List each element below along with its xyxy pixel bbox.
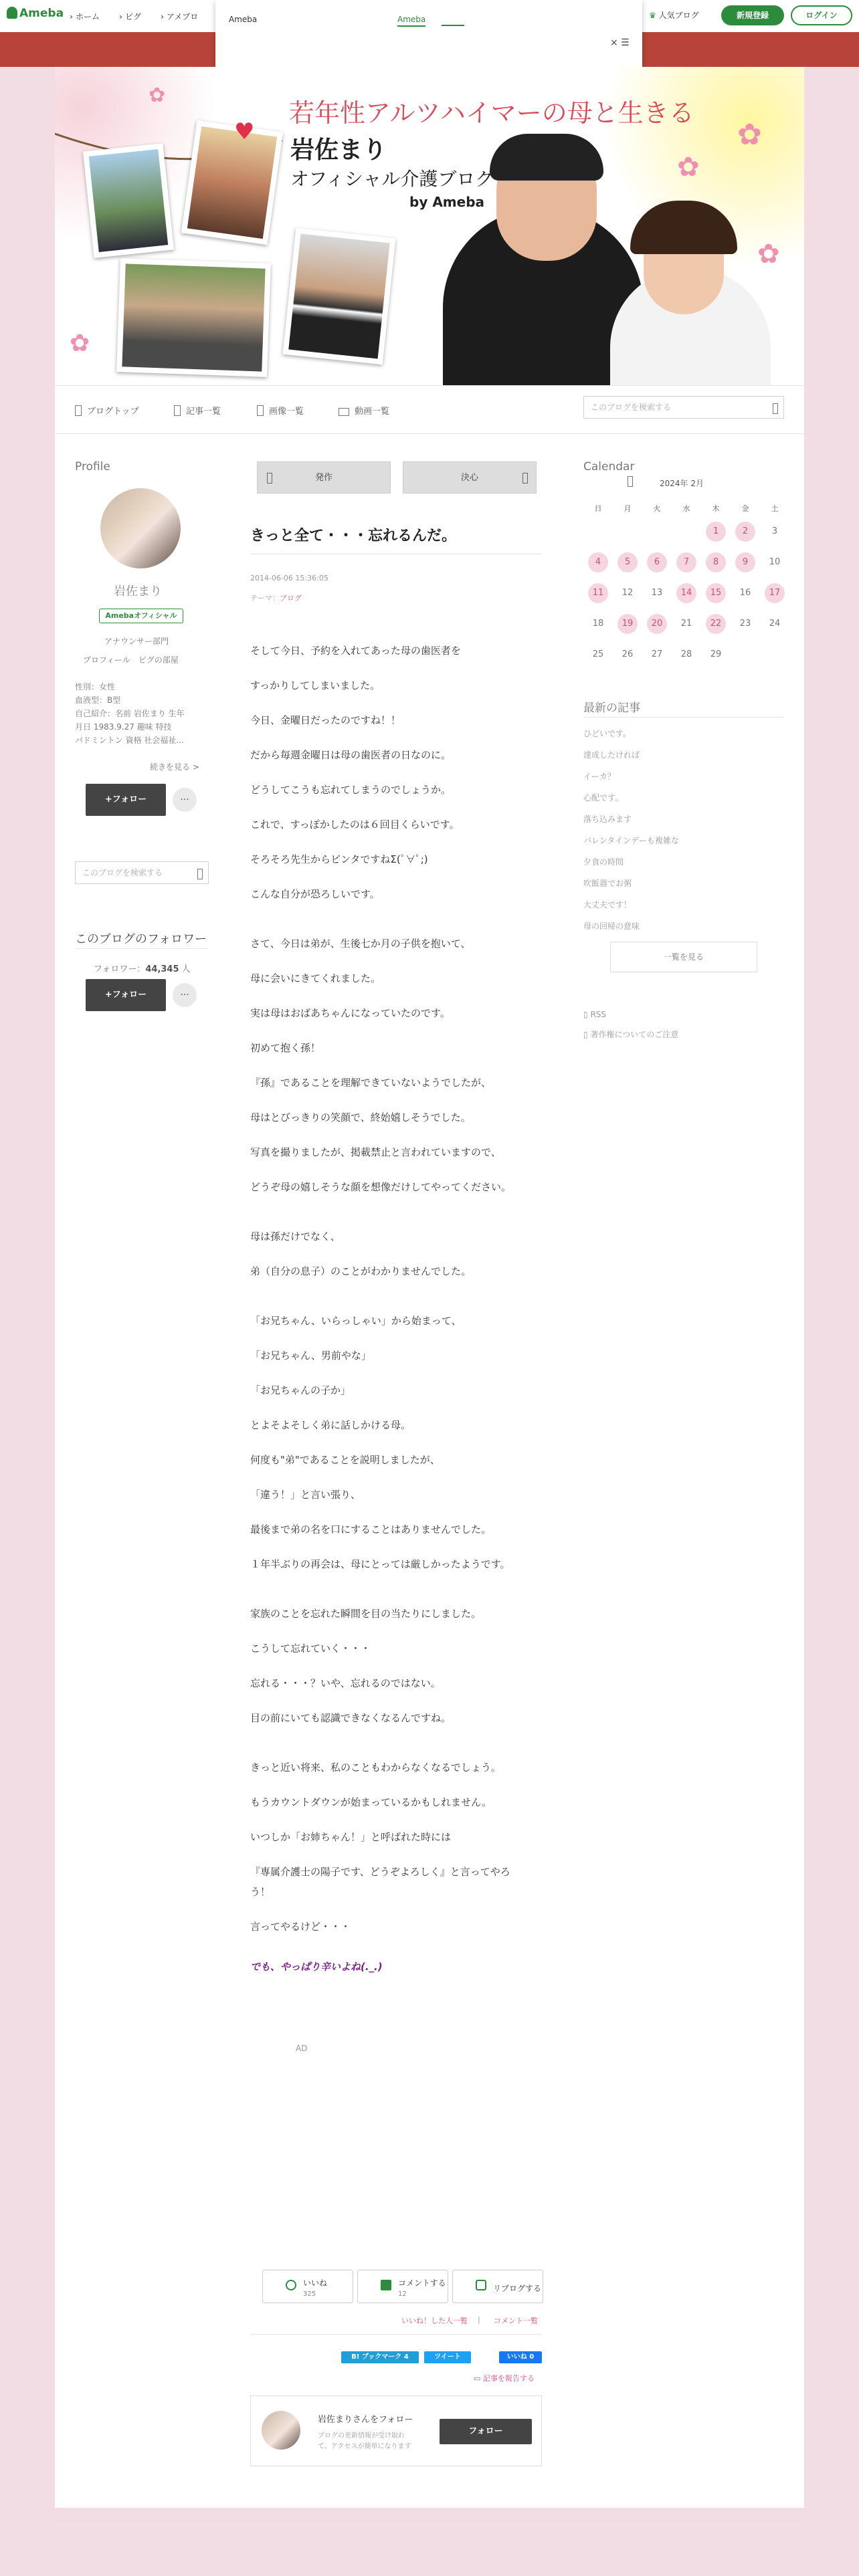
facebook-like-button[interactable]: いいね 0 [499,2351,542,2363]
liked-list-link[interactable]: いいね！した人一覧 [401,2317,468,2325]
article-paragraph: 『専属介護士の陽子です、どうぞよろしく』と言ってやろ [250,1866,510,1878]
flower-icon: ✿ [757,239,780,270]
article-paragraph: きっと近い将来、私のこともわからなくなるでしょう。 [250,1761,501,1774]
reblog-button[interactable] [452,2270,543,2303]
ameba-logo[interactable] [7,7,64,20]
report-label: 記事を報告する [482,2374,535,2383]
recent-heading: 最新の記事 [583,702,640,715]
recent-entry-link[interactable]: 達成したければ [583,750,640,760]
article-paragraph: こうして忘れていく・・・ [250,1642,371,1654]
tweet-button[interactable]: ツイート [424,2351,471,2363]
subnav-video-list[interactable] [339,404,389,417]
article-paragraph: 目の前にいても認識できなくなるんですね。 [250,1712,452,1724]
calendar-day: 12 [622,588,634,598]
follow-button-followers[interactable]: +フォロー [86,979,166,1011]
profile-line: 性別：女性 [75,682,116,691]
theme-label: テーマ： [250,594,280,603]
hatena-bookmark-button[interactable]: B! ブックマーク 4 [341,2351,419,2363]
calendar-day-header: 土 [771,504,779,513]
like-button[interactable] [262,2270,353,2303]
subnav-entry-list[interactable] [174,404,221,417]
article-paragraph: 「お兄ちゃん、いらっしゃい」から始まって、 [250,1315,462,1327]
follow-box-desc: て、アクセスが簡単になります [318,2443,411,2450]
profile-name[interactable]: 岩佐まり [114,584,162,599]
article-paragraph: どうしてこうも忘れてしまうのでしょうか。 [250,784,452,796]
follower-count-unit: 人 [181,964,191,974]
calendar-day[interactable]: 11 [588,583,608,603]
article-paragraph: 母はとびっきりの笑顔で、終始嬉しそうでした。 [250,1111,471,1123]
header-name: 岩佐まり [290,136,387,164]
link-separator: | [478,2315,480,2324]
calendar-day[interactable]: 6 [647,552,667,572]
logo-text: Ameba [19,7,64,20]
article-title[interactable]: きっと全て・・・忘れるんだ。 [250,528,457,544]
follow-box [250,2395,542,2466]
footer-divider [55,2521,804,2522]
rss-icon: ▯ [583,1010,588,1019]
follower-count-label: フォロワー： [94,964,146,974]
recent-more-button[interactable]: 一覧を見る [610,942,757,972]
header-photo-1 [83,143,174,258]
article-paragraph: どうぞ母の嬉しそうな顔を想像だけしてやってください。 [250,1181,512,1193]
follower-count-value: 44,345 [145,964,179,974]
image-icon [257,405,264,416]
info-icon: ▯ [583,1030,588,1039]
calendar-day[interactable]: 17 [765,583,785,603]
article-paragraph: こんな自分が恐ろしいです。 [250,888,380,900]
calendar-day[interactable]: 20 [647,614,667,634]
article-paragraph: １年半ぶりの再会は、母にとっては厳しかったようです。 [250,1558,510,1570]
follow-box-title: 岩佐まりさんをフォロー [318,2415,413,2425]
calendar-day[interactable]: 1 [706,522,726,542]
comment-icon [381,2280,391,2290]
official-badge: Amebaオフィシャル [99,609,183,623]
article-paragraph: 初めて抱く孫！ [250,1042,321,1054]
profile-more-link[interactable]: 続きを見る > [150,762,199,772]
rss-label: RSS [590,1010,607,1019]
article-paragraph: 最後まで弟の名を口にすることはありませんでした。 [250,1523,492,1535]
popular-blog-label: 人気ブログ [658,11,699,20]
calendar-day[interactable]: 7 [676,552,696,572]
header-subtitle: オフィシャル介護ブログ [290,168,494,190]
calendar-day: 21 [680,619,692,629]
header-photo-2 [181,120,283,245]
calendar-day[interactable]: 22 [706,614,726,634]
ameba-logo-icon [7,7,17,19]
article-paragraph: 『孫』であることを理解できていないようでしたが、 [250,1077,492,1089]
portrait-mother-hair [490,134,603,181]
more-menu-icon[interactable]: ··· [173,788,197,812]
like-count: 325 [303,2290,316,2298]
article-paragraph: 写真を撮りましたが、掲載禁止と言われていますので、 [250,1146,501,1158]
profile-category[interactable]: アナウンサー部門 [104,637,169,646]
divider [75,948,209,949]
recent-entry-link[interactable]: 大丈夫です！ [583,900,632,909]
nav-pigg[interactable]: › ピグ [119,11,141,22]
profile-line: 血液型：B型 [75,695,121,705]
calendar-day: 13 [651,588,663,598]
recent-entry-link[interactable]: ひどいです。 [583,729,632,738]
profile-avatar[interactable] [100,488,181,568]
theme-link[interactable]: ブログ [280,594,302,603]
popup-tab[interactable]: Ameba [397,15,425,27]
article-paragraph: 忘れる・・・？いや、忘れるのではない。 [250,1677,441,1689]
article-paragraph: そろそろ先生からピンタですねΣ(ﾟ∀ﾟ;) [250,853,428,865]
article-paragraph: う！ [250,1886,271,1898]
follow-box-desc: ブログの更新情報が受け取れ [318,2432,405,2440]
popup-brand: Ameba [229,15,258,24]
popular-blog-link[interactable] [649,9,699,21]
article-paragraph: これで、すっぽかしたのは６回目くらいです。 [250,819,460,831]
article-paragraph: 今日、金曜日だったのですね！！ [250,714,401,726]
follow-box-button[interactable]: フォロー [440,2419,532,2444]
comment-label: コメントする [398,2278,446,2288]
search-icon[interactable] [197,869,203,879]
divider [250,2334,542,2335]
comment-button[interactable] [357,2270,448,2303]
calendar-day-header: 日 [594,504,602,513]
list-icon [174,405,181,416]
header-photo-3 [116,258,271,377]
register-button[interactable]: 新規登録 [721,5,784,25]
prev-entry-label: 発作 [314,473,332,483]
profile-line: バドミントン 資格 社会福祉... [75,736,184,745]
copyright-link[interactable] [583,1029,678,1040]
chevron-right-icon [522,473,528,484]
crown-icon: ♛ [649,11,656,20]
calendar-day-header: 金 [741,504,749,513]
flower-icon: ✿ [677,152,700,183]
recent-entry-link[interactable]: 母の回帰の意味 [583,922,640,931]
article-paragraph: だから毎週金曜日は母の歯医者の日なのに。 [250,749,452,761]
article-paragraph: とよそよそしく弟に話しかける母。 [250,1419,411,1431]
article-paragraph: 実は母はおばあちゃんになっていたのです。 [250,1007,450,1019]
article-paragraph: 何度も"弟"であることを説明しましたが、 [250,1454,440,1466]
article-paragraph: 「お兄ちゃん、男前やな」 [250,1350,371,1362]
article-paragraph: すっかりしてしまいました。 [250,679,381,691]
follow-button-profile[interactable]: +フォロー [86,784,166,816]
recent-entry-link[interactable]: 心配です。 [583,793,624,802]
article-paragraph: 母は孫だけでなく、 [250,1230,341,1243]
like-label: いいね [303,2278,328,2288]
popup-tab-underline [442,25,464,26]
subnav-label: 画像一覧 [269,407,304,417]
calendar-day[interactable]: 9 [735,552,755,572]
calendar-day[interactable]: 8 [706,552,726,572]
profile-heading: Profile [75,460,110,473]
more-menu-icon[interactable]: ··· [173,983,197,1007]
blog-header-image[interactable] [55,67,804,385]
profile-line: 月日 1983.9.27 趣味 特技 [75,722,172,732]
next-entry-label: 決心 [460,473,478,483]
calendar-day: 3 [771,526,778,536]
subnav-label: 動画一覧 [355,407,390,417]
calendar-day-header: 月 [624,504,632,513]
article-paragraph: 言ってやるけど・・・ [250,1921,351,1933]
calendar-day[interactable]: 15 [706,583,726,603]
flower-icon: ✿ [737,118,762,152]
flower-icon: ✿ [149,84,166,107]
calendar-day: 29 [710,649,722,659]
article-paragraph: さて、今日は弟が、生後七か月の子供を抱いて、 [250,938,471,950]
recent-entry-link[interactable]: イーカ？ [583,772,615,781]
home-icon [75,405,82,416]
calendar-day[interactable]: 19 [617,614,638,634]
profile-line: 自己紹介：名前 岩佐まり 生年 [75,709,185,718]
chevron-left-icon[interactable] [628,476,633,487]
recent-entry-link[interactable]: 落ち込みます [583,815,632,824]
search-placeholder: このブログを検索する [591,403,672,412]
calendar-heading: Calendar [583,460,635,473]
calendar-day[interactable]: 4 [588,552,608,572]
blog-search-input-top[interactable] [583,396,784,419]
article-paragraph: 「お兄ちゃんの子か」 [250,1384,351,1396]
subnav-label: 記事一覧 [186,407,221,417]
copyright-label: 著作権についてのご注意 [590,1030,679,1039]
reblog-label: リブログする [493,2284,542,2293]
calendar-day: 10 [769,557,781,567]
search-icon[interactable] [773,403,778,414]
calendar-day: 27 [651,649,663,659]
calendar-day: 24 [769,619,781,629]
next-entry-button[interactable] [403,461,537,494]
followers-heading: このブログのフォロワー [75,932,207,946]
recent-entry-link[interactable]: 吹飯器でお粥 [583,879,632,888]
video-icon [339,408,349,416]
nav-home[interactable]: › ホーム [70,11,100,22]
follower-count [94,962,191,974]
comment-count: 12 [398,2290,407,2298]
subnav-label: ブログトップ [87,407,139,417]
flower-icon: ✿ [70,330,90,357]
calendar-day: 28 [680,649,692,659]
divider [583,717,784,718]
divider [55,433,804,434]
subnav-image-list[interactable] [257,404,304,417]
calendar-day-header: 木 [712,504,720,513]
calendar-month: 2024年 2月 [660,479,704,488]
article-paragraph: そして今日、予約を入れてあった母の歯医者を [250,645,461,657]
chevron-left-icon [267,473,272,484]
header-photo-4 [282,228,395,365]
recent-entry-link[interactable]: 夕食の時間 [583,857,624,867]
heart-icon: ♥ [234,118,255,145]
nav-ameblo[interactable]: › アメブロ [161,11,198,22]
calendar-day[interactable]: 2 [735,522,755,542]
calendar-day-header: 火 [653,504,661,513]
calendar-day: 25 [592,649,604,659]
dropdown-popup [215,0,642,67]
article-date: 2014-06-06 15:36:05 [250,574,328,582]
article-paragraph: いつしか「お姉ちゃん！」と呼ばれた時には [250,1831,452,1843]
article-paragraph: 母に会いにきてくれました。 [250,972,381,984]
popup-close-icon[interactable]: × ☰ [610,37,630,48]
article-closing-line: でも、やっぱり辛いよね(._.) [250,1961,383,1973]
report-link[interactable] [474,2373,535,2383]
calendar-day: 16 [739,588,751,598]
calendar-day: 26 [622,649,634,659]
login-button[interactable]: ログイン [791,5,852,25]
calendar-day-header: 水 [682,504,690,513]
blog-search-input-side[interactable] [75,861,209,884]
calendar-day[interactable]: 5 [617,552,638,572]
calendar-day: 23 [739,619,751,629]
recent-entry-link[interactable]: バレンタインデーも複雑な [583,836,679,845]
header-title: 若年性アルツハイマーの母と生きる [289,98,694,128]
subnav-blog-top[interactable] [75,404,139,417]
reblog-icon [476,2280,486,2290]
article-paragraph: 「違う！」と言い張り、 [250,1489,361,1501]
search-placeholder: このブログを検索する [82,868,163,877]
article-paragraph: 弟（自分の息子）のことがわかりませんでした。 [250,1265,472,1277]
ad-label: AD [296,2044,308,2053]
article-theme [250,593,302,603]
article-paragraph: もうカウントダウンが始まっているかもしれません。 [250,1796,492,1808]
divider [55,385,804,386]
prev-entry-button[interactable] [257,461,391,494]
smile-icon [286,2280,296,2290]
rss-link[interactable] [583,1010,606,1019]
comment-list-link[interactable]: コメント一覧 [494,2317,538,2325]
profile-links[interactable]: プロフィール ピグの部屋 [83,655,179,665]
follow-box-avatar[interactable] [262,2411,300,2450]
header-by-ameba: by Ameba [409,194,485,210]
calendar-day: 18 [592,619,604,629]
report-icon: ▭ [474,2374,481,2383]
calendar-day[interactable]: 14 [676,583,696,603]
article-paragraph: 家族のことを忘れた瞬間を目の当たりにしました。 [250,1608,482,1620]
